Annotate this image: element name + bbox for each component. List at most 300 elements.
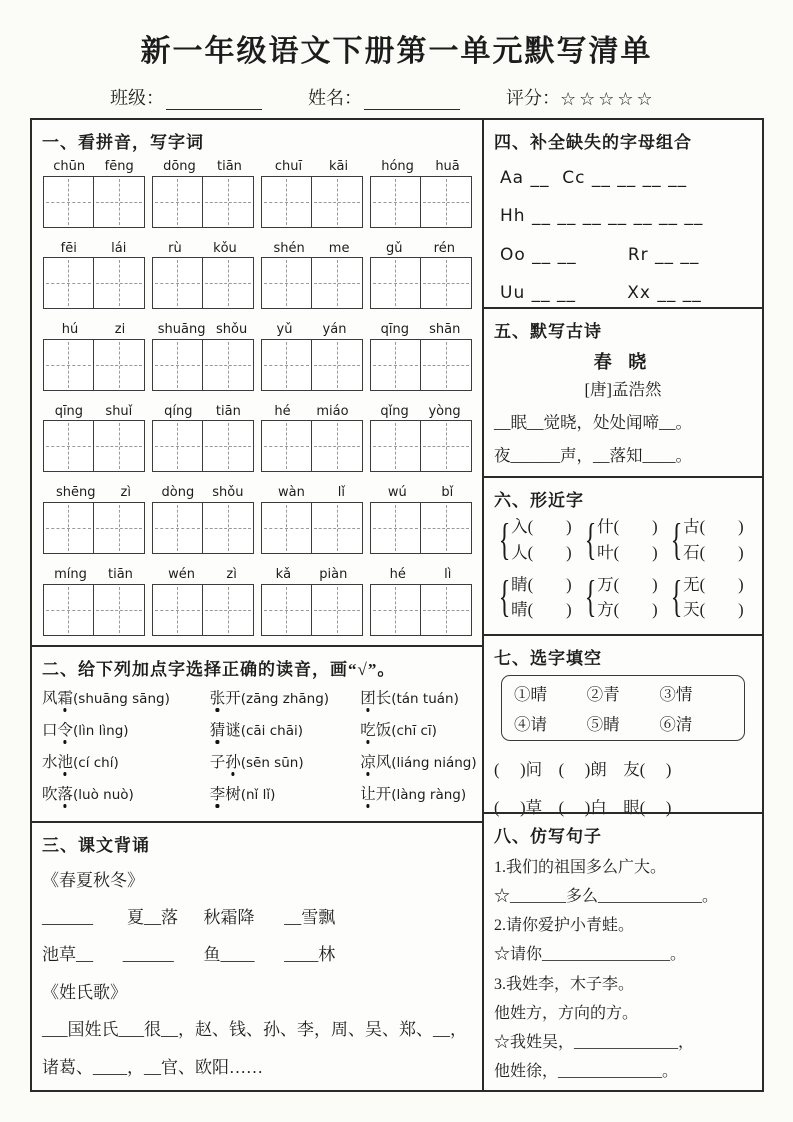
score-field <box>506 84 656 110</box>
pinyin-word-block <box>261 485 363 554</box>
pinyin-word-block <box>152 485 254 554</box>
worksheet-table <box>30 118 764 1092</box>
word-suffix: 开 <box>225 689 241 707</box>
dotted-char: 猜 <box>210 718 226 740</box>
poem-title: 春 晓 <box>593 352 653 372</box>
writing-grid <box>370 339 472 391</box>
grid-cell[interactable] <box>153 421 203 471</box>
similar-char-list <box>494 514 752 622</box>
pinyin-syllable: shén <box>273 240 305 256</box>
pinyin-labels <box>44 485 144 501</box>
sentence-line[interactable]: 2.请你爱护小青蛙。 <box>494 917 635 935</box>
reading-options: (tán tuán) <box>391 690 459 707</box>
grid-cell[interactable] <box>202 421 253 471</box>
writing-grid <box>152 584 254 636</box>
writing-grid <box>43 584 145 636</box>
name-label: 姓名： <box>308 88 362 108</box>
pinyin-syllable: qíng <box>164 403 193 419</box>
grid-cell[interactable] <box>153 177 203 227</box>
pronunciation-item[interactable] <box>360 686 472 708</box>
pinyin-labels <box>262 485 362 501</box>
grid-cell[interactable] <box>420 421 471 471</box>
pinyin-labels <box>44 567 144 583</box>
pinyin-labels <box>371 322 471 338</box>
alphabet-line[interactable]: Hh __ __ __ __ __ __ __ <box>500 206 704 227</box>
section-text-recitation <box>32 821 482 1090</box>
section-pinyin-writing <box>32 120 482 645</box>
grid-cell[interactable] <box>311 585 362 635</box>
pinyin-syllable: fēi <box>60 240 77 256</box>
pinyin-word-block <box>370 404 472 473</box>
answer-paren[interactable]: ( ) <box>527 542 572 562</box>
grid-cell[interactable] <box>371 503 421 553</box>
grid-cell[interactable] <box>93 177 144 227</box>
pinyin-labels <box>153 567 253 583</box>
dotted-char: 令 <box>58 718 74 740</box>
dotted-char: 孙 <box>225 750 241 772</box>
pinyin-word-block <box>152 241 254 310</box>
word-suffix: 风 <box>375 753 392 771</box>
sentence-line[interactable]: ☆我姓吴，_____________， <box>494 1033 695 1051</box>
alphabet-line[interactable]: Oo __ __ Rr __ __ <box>500 244 700 265</box>
pinyin-syllable: chūn <box>53 159 86 174</box>
reading-options: (nǐ lǐ) <box>240 786 276 803</box>
grid-cell[interactable] <box>311 503 362 553</box>
grid-cell[interactable] <box>153 585 203 635</box>
character-option: ④请 <box>514 715 547 735</box>
pinyin-labels <box>262 567 362 583</box>
sentence-line[interactable]: 他姓徐，_____________。 <box>494 1062 679 1080</box>
grid-cell[interactable] <box>93 421 144 471</box>
pinyin-labels <box>371 485 471 501</box>
pinyin-labels <box>153 159 253 175</box>
pinyin-word-block <box>261 322 363 391</box>
answer-paren[interactable]: ( ) <box>613 600 658 620</box>
grid-cell[interactable] <box>420 503 471 553</box>
dotted-char: 霜 <box>58 686 74 708</box>
pronunciation-item[interactable] <box>360 750 477 772</box>
grid-cell[interactable] <box>93 340 144 390</box>
pinyin-syllable: shuāng <box>157 322 206 338</box>
pinyin-word-block <box>370 322 472 391</box>
grid-cell[interactable] <box>44 177 94 227</box>
character-option: ①晴 <box>514 685 547 705</box>
alphabet-lines <box>494 159 752 312</box>
char-bottom: 方 <box>597 600 614 620</box>
section-fill-in-character <box>484 634 762 818</box>
word-prefix: 水 <box>42 753 58 771</box>
pronunciation-item[interactable] <box>210 718 361 740</box>
grid-cell[interactable] <box>371 177 421 227</box>
header-meta <box>110 84 793 110</box>
pinyin-word-block <box>152 322 254 391</box>
pinyin-word-block <box>152 567 254 636</box>
char-bottom: 人 <box>511 542 528 562</box>
pinyin-syllable: me <box>328 240 350 256</box>
pinyin-syllable: kǒu <box>213 240 237 256</box>
writing-grid <box>43 339 145 391</box>
grid-cell[interactable] <box>153 258 203 308</box>
pinyin-word-block <box>370 485 472 554</box>
grid-cell[interactable] <box>202 340 253 390</box>
text-line[interactable]: 《姓氏歌》 <box>42 982 127 1002</box>
character-option: ⑥清 <box>659 715 693 735</box>
pronunciation-item[interactable] <box>42 686 210 708</box>
pinyin-syllable: qǐng <box>380 403 409 419</box>
answer-paren[interactable]: ( ) <box>527 574 572 594</box>
char-top: 无 <box>683 574 700 594</box>
pinyin-syllable: yán <box>322 322 347 338</box>
char-bottom: 叶 <box>597 542 614 562</box>
pronunciation-list <box>42 686 477 804</box>
sentence-line[interactable]: ☆_______多么_____________。 <box>494 888 719 906</box>
reading-options: (làng ràng) <box>391 786 467 803</box>
pinyin-word-block <box>261 567 363 636</box>
name-input-line[interactable] <box>364 91 460 110</box>
dotted-char: 吃 <box>360 718 376 740</box>
writing-grid <box>370 257 472 309</box>
grid-cell[interactable] <box>44 503 94 553</box>
pinyin-syllable: shān <box>429 322 461 338</box>
writing-grid <box>261 257 363 309</box>
grid-cell[interactable] <box>93 258 144 308</box>
grid-cell[interactable] <box>262 503 312 553</box>
pinyin-syllable: yǔ <box>276 322 293 338</box>
writing-grid <box>152 502 254 554</box>
pinyin-syllable: hé <box>274 403 291 419</box>
text-line[interactable]: 《春夏秋冬》 <box>42 870 144 890</box>
similar-char-group <box>494 572 580 622</box>
pinyin-labels <box>153 404 253 420</box>
section2-title: 二、给下列加点字选择正确的读音，画“√”。 <box>42 659 396 679</box>
sentence-line[interactable]: 3.我姓李，木子李。 <box>494 975 635 993</box>
writing-grid <box>261 584 363 636</box>
poem-lines <box>494 406 752 472</box>
pinyin-word-block <box>43 404 145 473</box>
brace-icon: { <box>670 514 683 564</box>
sentence-line[interactable]: ☆请你________________。 <box>494 946 687 964</box>
grid-cell[interactable] <box>262 421 312 471</box>
pinyin-syllable: zì <box>226 566 237 582</box>
sentence-lines <box>494 853 752 1086</box>
pinyin-labels <box>44 241 144 257</box>
pinyin-syllable: huā <box>435 159 460 174</box>
pinyin-grid-list <box>42 159 472 636</box>
pronunciation-item[interactable] <box>42 782 210 804</box>
pinyin-labels <box>44 159 144 175</box>
text-line[interactable]: ______ 夏__落 秋霜降 __雪飘 <box>42 908 336 928</box>
word-prefix: 风 <box>42 689 58 707</box>
pinyin-syllable: rén <box>433 240 455 256</box>
reading-options: (luò nuò) <box>73 786 134 803</box>
grid-cell[interactable] <box>44 340 94 390</box>
pinyin-syllable: dōng <box>163 159 196 174</box>
section6-title: 六、形近字 <box>494 491 584 510</box>
pinyin-syllable: tiān <box>215 403 241 419</box>
section5-title: 五、默写古诗 <box>494 322 602 341</box>
poem-line[interactable]: __眠__觉晓，处处闻啼__。 <box>494 413 692 432</box>
pinyin-labels <box>262 159 362 175</box>
pinyin-syllable: shǒu <box>212 485 244 501</box>
brace-icon: { <box>584 514 597 564</box>
section-poem-dictation <box>484 307 762 476</box>
grid-cell[interactable] <box>371 258 421 308</box>
dotted-char: 池 <box>58 750 74 772</box>
pinyin-syllable: míng <box>54 566 87 582</box>
brace-icon: { <box>670 572 683 622</box>
brace-icon: { <box>498 514 511 564</box>
dotted-char: 落 <box>58 782 74 804</box>
pinyin-syllable: hú <box>61 322 79 338</box>
pronunciation-item[interactable] <box>210 782 361 804</box>
pronunciation-item[interactable] <box>42 750 210 772</box>
writing-grid <box>152 257 254 309</box>
sentence-line[interactable]: 1.我们的祖国多么广大。 <box>494 859 667 877</box>
page-title: 新一年级语文下册第一单元默写清单 <box>140 35 653 68</box>
writing-grid <box>152 176 254 228</box>
pinyin-syllable: shēng <box>56 485 96 501</box>
pinyin-syllable: qīng <box>54 403 84 419</box>
dotted-char: 李 <box>210 782 226 804</box>
pinyin-syllable: miáo <box>316 403 349 419</box>
pinyin-word-block <box>43 567 145 636</box>
pinyin-labels <box>153 241 253 257</box>
reading-options: (shuāng sāng) <box>73 690 170 707</box>
class-input-line[interactable] <box>166 91 262 110</box>
pinyin-word-block <box>43 322 145 391</box>
grid-cell[interactable] <box>262 177 312 227</box>
similar-char-group <box>666 514 752 564</box>
similar-char-group <box>666 572 752 622</box>
pinyin-syllable: hóng <box>381 159 414 174</box>
dotted-char: 张 <box>210 686 226 708</box>
fill-in-row[interactable]: ( )问 ( )朗 友( ) <box>494 760 672 780</box>
pronunciation-item[interactable] <box>210 750 361 772</box>
writing-grid <box>43 502 145 554</box>
answer-paren[interactable]: ( ) <box>699 600 744 620</box>
writing-grid <box>261 339 363 391</box>
pinyin-syllable: shǒu <box>216 322 248 338</box>
writing-grid <box>261 502 363 554</box>
similar-char-group <box>580 572 666 622</box>
answer-paren[interactable]: ( ) <box>613 542 658 562</box>
writing-grid <box>261 176 363 228</box>
writing-grid <box>43 257 145 309</box>
dotted-char: 团 <box>360 686 376 708</box>
pinyin-syllable: fēng <box>104 159 134 174</box>
pinyin-syllable: lì <box>444 566 452 582</box>
pinyin-syllable: zi <box>114 322 126 338</box>
pinyin-labels <box>371 404 471 420</box>
pinyin-word-block <box>261 404 363 473</box>
char-bottom: 天 <box>683 600 700 620</box>
score-stars: ☆☆☆☆☆ <box>560 89 656 110</box>
alphabet-line[interactable]: Uu __ __ Xx __ __ <box>500 282 702 303</box>
pinyin-syllable: shuǐ <box>105 403 133 419</box>
answer-paren[interactable]: ( ) <box>699 542 744 562</box>
grid-cell[interactable] <box>311 258 362 308</box>
section4-title: 四、补全缺失的字母组合 <box>494 133 692 152</box>
grid-cell[interactable] <box>311 421 362 471</box>
answer-paren[interactable]: ( ) <box>613 517 658 536</box>
section8-title: 八、仿写句子 <box>494 827 602 847</box>
pinyin-syllable: lǐ <box>337 485 345 501</box>
left-column <box>32 120 482 1090</box>
grid-cell[interactable] <box>420 258 471 308</box>
pinyin-labels <box>44 404 144 420</box>
pinyin-syllable: tiān <box>216 159 242 174</box>
grid-cell[interactable] <box>202 585 253 635</box>
section7-title: 七、选字填空 <box>494 649 602 669</box>
pinyin-word-block <box>152 404 254 473</box>
answer-paren[interactable]: ( ) <box>699 517 744 536</box>
reading-options: (cāi chāi) <box>240 722 303 739</box>
brace-icon: { <box>498 572 511 622</box>
word-prefix: 子 <box>209 753 226 771</box>
word-suffix: 饭 <box>375 721 392 739</box>
grid-cell[interactable] <box>44 585 94 635</box>
pinyin-labels <box>153 485 253 501</box>
pinyin-labels <box>262 404 362 420</box>
pinyin-word-block <box>43 485 145 554</box>
char-top: 古 <box>683 517 700 536</box>
reading-options: (chī cī) <box>391 722 437 739</box>
answer-paren[interactable]: ( ) <box>699 574 744 594</box>
pinyin-labels <box>371 159 471 175</box>
char-bottom: 晴 <box>511 600 528 620</box>
pronunciation-item[interactable] <box>360 718 472 740</box>
pronunciation-item[interactable] <box>210 686 361 708</box>
reading-options: (zāng zhāng) <box>240 690 330 707</box>
grid-cell[interactable] <box>93 503 144 553</box>
word-prefix: 口 <box>42 721 58 739</box>
grid-cell[interactable] <box>420 340 471 390</box>
grid-cell[interactable] <box>93 585 144 635</box>
grid-cell[interactable] <box>371 421 421 471</box>
alphabet-line[interactable]: Aa __ Cc __ __ __ __ <box>500 168 688 188</box>
dotted-char: 让 <box>360 782 376 804</box>
pinyin-word-block <box>43 159 145 228</box>
grid-cell[interactable] <box>311 340 362 390</box>
pinyin-labels <box>371 567 471 583</box>
pinyin-syllable: gǔ <box>386 240 403 256</box>
answer-paren[interactable]: ( ) <box>613 574 658 594</box>
grid-cell[interactable] <box>202 177 253 227</box>
pronunciation-item[interactable] <box>360 782 472 804</box>
answer-paren[interactable]: ( ) <box>527 517 572 536</box>
pinyin-syllable: bǐ <box>441 485 454 501</box>
grid-cell[interactable] <box>262 585 312 635</box>
score-label: 评分： <box>506 88 560 108</box>
pinyin-syllable: wàn <box>277 485 305 501</box>
grid-cell[interactable] <box>44 421 94 471</box>
word-prefix: 吹 <box>42 785 58 803</box>
section-similar-characters <box>484 476 762 634</box>
word-suffix: 树 <box>225 785 241 803</box>
word-suffix: 谜 <box>225 721 241 739</box>
grid-cell[interactable] <box>420 585 471 635</box>
grid-cell[interactable] <box>262 340 312 390</box>
pinyin-syllable: chuī <box>274 159 303 174</box>
pinyin-word-block <box>370 159 472 228</box>
char-top: 入 <box>511 517 528 536</box>
grid-cell[interactable] <box>371 585 421 635</box>
fill-in-row[interactable]: ( )草 ( )白 眼( ) <box>494 798 672 818</box>
grid-cell[interactable] <box>420 177 471 227</box>
section1-title: 一、看拼音，写字词 <box>42 133 204 152</box>
grid-cell[interactable] <box>202 503 253 553</box>
writing-grid <box>370 502 472 554</box>
recitation-lines <box>42 862 472 1086</box>
word-suffix: 开 <box>375 785 392 803</box>
grid-cell[interactable] <box>153 340 203 390</box>
grid-cell[interactable] <box>311 177 362 227</box>
char-top: 睛 <box>511 574 528 594</box>
section-alphabet-completion <box>484 120 762 307</box>
pinyin-labels <box>371 241 471 257</box>
pinyin-syllable: wú <box>387 485 407 501</box>
poem-author: [唐]孟浩然 <box>584 380 662 399</box>
text-line[interactable]: ___国姓氏___很__，赵、钱、孙、李，周、吴、郑、__， <box>42 1020 467 1040</box>
pinyin-word-block <box>370 241 472 310</box>
word-suffix: 长 <box>375 689 392 707</box>
character-option: ③情 <box>659 685 693 705</box>
pinyin-labels <box>262 322 362 338</box>
pinyin-syllable: qīng <box>380 322 409 338</box>
pinyin-word-block <box>261 159 363 228</box>
grid-cell[interactable] <box>153 503 203 553</box>
grid-cell[interactable] <box>44 258 94 308</box>
char-top: 万 <box>597 574 614 594</box>
pinyin-syllable: piàn <box>319 566 348 582</box>
grid-cell[interactable] <box>371 340 421 390</box>
grid-cell[interactable] <box>262 258 312 308</box>
class-label: 班级： <box>110 88 164 108</box>
right-column <box>482 120 762 1090</box>
pinyin-syllable: zì <box>120 485 131 501</box>
reading-options: (liáng niáng) <box>391 754 477 771</box>
class-field <box>110 84 262 110</box>
char-bottom: 石 <box>683 542 700 562</box>
text-line[interactable]: 池草__ ______ 鱼____ ____林 <box>42 945 336 965</box>
writing-grid <box>152 420 254 472</box>
char-top: 什 <box>597 517 614 536</box>
pinyin-syllable: kǎ <box>275 566 292 582</box>
pinyin-labels <box>153 322 253 338</box>
pronunciation-item[interactable] <box>42 718 210 740</box>
pinyin-word-block <box>370 567 472 636</box>
section-choose-pronunciation <box>32 645 482 821</box>
reading-options: (lìn lìng) <box>73 722 129 739</box>
sentence-line[interactable]: 他姓方，方向的方。 <box>494 1004 639 1022</box>
pinyin-syllable: wén <box>168 566 196 582</box>
writing-grid <box>370 584 472 636</box>
name-field <box>308 84 460 110</box>
poem-line[interactable]: 夜______声，__落知____。 <box>494 446 692 465</box>
answer-paren[interactable]: ( ) <box>527 600 572 620</box>
section-sentence-imitation <box>484 812 762 1090</box>
pinyin-syllable: hé <box>389 566 406 582</box>
reading-options: (cí chí) <box>73 754 119 771</box>
grid-cell[interactable] <box>202 258 253 308</box>
text-line[interactable]: 诸葛、____，__官、欧阳…… <box>42 1057 263 1077</box>
character-option: ⑤睛 <box>586 715 620 735</box>
pinyin-syllable: tiān <box>107 566 133 582</box>
pinyin-word-block <box>261 241 363 310</box>
writing-grid <box>152 339 254 391</box>
writing-grid <box>370 420 472 472</box>
dotted-char: 凉 <box>360 750 376 772</box>
